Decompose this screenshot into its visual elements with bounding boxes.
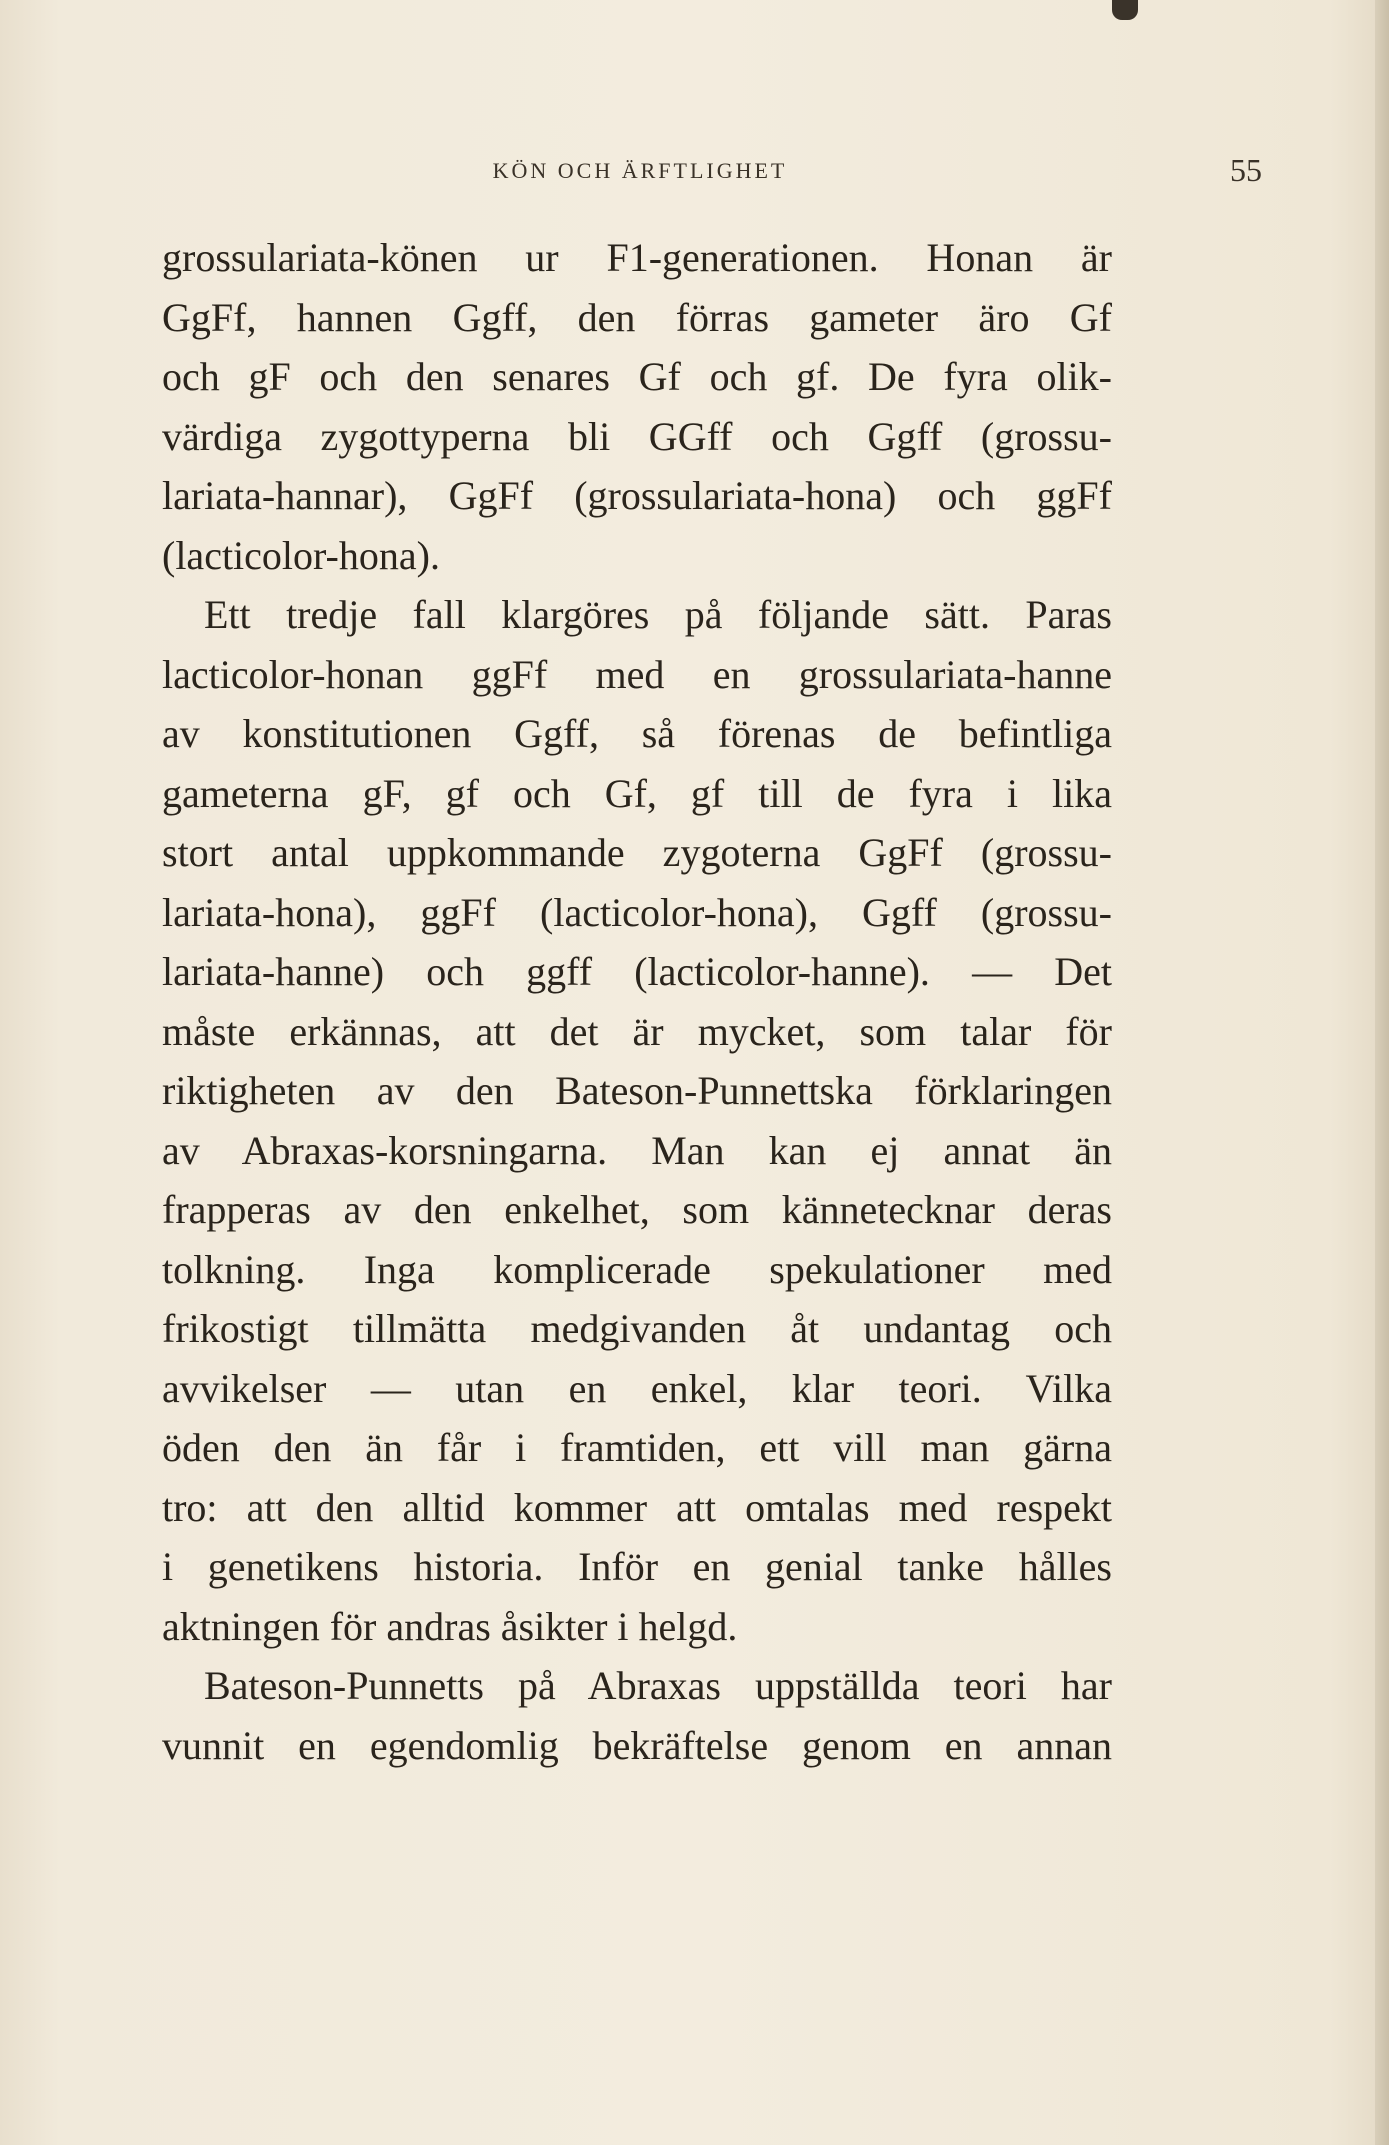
text-line: tolkning. Inga komplicerade spekulationer med bbox=[162, 1246, 1112, 1292]
text-line: lariata-hanne) och ggff (lacticolor-hanne). — Det bbox=[162, 949, 1112, 994]
page-number: 55 bbox=[1230, 152, 1262, 188]
paragraph-start-line: Bateson-Punnetts på Abraxas uppställda teori har bbox=[204, 1663, 1112, 1708]
text-line: lacticolor-honan ggFf med en grossulariata-hanne bbox=[162, 651, 1112, 697]
text-line: tro: att den alltid kommer att omtalas med respekt bbox=[162, 1484, 1112, 1530]
text-line: måste erkännas, att det är mycket, som talar för bbox=[162, 1008, 1112, 1054]
page-edge bbox=[1375, 0, 1389, 2145]
text-line: aktningen för andras åsikter i helgd. bbox=[162, 1603, 738, 1649]
text-line: stort antal uppkommande zygoterna GgFf (grossu- bbox=[162, 830, 1112, 875]
text-line: avvikelser — utan en enkel, klar teori. Vilka bbox=[162, 1365, 1112, 1411]
running-header bbox=[160, 152, 1262, 188]
text-line: (lacticolor-hona). bbox=[162, 532, 440, 578]
text-line: värdiga zygottyperna bli GGff och Ggff (grossu- bbox=[162, 413, 1112, 459]
paragraph-start-line: Ett tredje fall klargöres på följande sätt. Paras bbox=[204, 592, 1112, 637]
body-text bbox=[162, 228, 1112, 1775]
text-line: vunnit en egendomlig bekräftelse genom en annan bbox=[162, 1722, 1112, 1768]
ink-mark bbox=[1112, 0, 1138, 20]
text-line: lariata-hannar), GgFf (grossulariata-hona) och ggFf bbox=[162, 473, 1112, 518]
text-line: av Abraxas-korsningarna. Man kan ej annat än bbox=[162, 1127, 1112, 1173]
text-line: och gF och den senares Gf och gf. De fyra olik- bbox=[162, 354, 1112, 399]
text-line: GgFf, hannen Ggff, den förras gameter äro Gf bbox=[162, 294, 1112, 340]
header-title: KÖN OCH ÄRFTLIGHET bbox=[492, 158, 788, 183]
text-line: gameterna gF, gf och Gf, gf till de fyra i lika bbox=[162, 770, 1112, 816]
text-line: frikostigt tillmätta medgivanden åt undantag och bbox=[162, 1306, 1112, 1351]
text-line: frapperas av den enkelhet, som kännetecknar deras bbox=[162, 1187, 1112, 1232]
text-line: i genetikens historia. Inför en genial tanke hålles bbox=[162, 1544, 1112, 1589]
text-line: av konstitutionen Ggff, så förenas de befintliga bbox=[162, 711, 1112, 756]
text-line: lariata-hona), ggFf (lacticolor-hona), Ggff (grossu- bbox=[162, 889, 1112, 935]
text-line: riktigheten av den Bateson-Punnettska förklaringen bbox=[162, 1068, 1112, 1113]
text-line: grossulariata-könen ur F1-generationen. Honan är bbox=[162, 235, 1112, 280]
text-line: öden den än får i framtiden, ett vill man gärna bbox=[162, 1425, 1112, 1470]
